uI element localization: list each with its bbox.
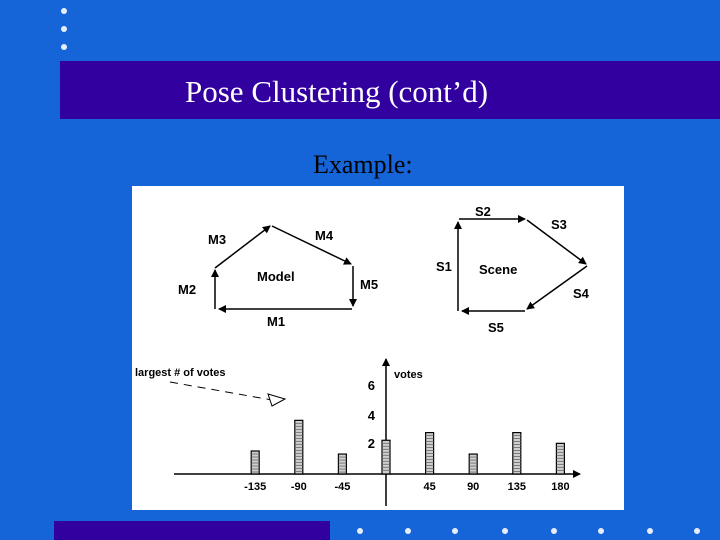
x-tick-label: 90 (467, 481, 480, 493)
bullet-dot (61, 44, 67, 50)
y-tick-labels (368, 378, 376, 451)
x-tick-label: 180 (551, 481, 570, 493)
figure-svg (132, 186, 624, 510)
x-tick-label: -135 (244, 481, 267, 493)
annotation-text: largest # of votes (135, 367, 226, 379)
scene-point-label: S2 (475, 204, 491, 219)
annotation-arrowhead (268, 394, 285, 406)
slide-subtitle: Example: (313, 150, 413, 179)
x-tick-label: -45 (334, 481, 351, 493)
scene-label: Scene (479, 262, 518, 277)
bars (251, 420, 564, 474)
bullet-dot (357, 528, 363, 534)
bottom-bar (54, 521, 330, 540)
model-point-label: M1 (267, 314, 286, 329)
model-point-label: M5 (360, 277, 379, 292)
y-tick-label: 2 (367, 436, 375, 451)
model-label: Model (257, 269, 295, 284)
bullet-dot (452, 528, 458, 534)
y-tick-label: 4 (367, 408, 375, 423)
y-tick-label: 6 (367, 378, 375, 393)
bullet-dot (598, 528, 604, 534)
scene-point-label: S5 (488, 320, 504, 335)
model-point-label: M2 (178, 282, 197, 297)
vote-bar (251, 451, 259, 474)
model-point-label: M4 (315, 228, 334, 243)
x-tick-labels (244, 481, 569, 493)
model-point-label: M3 (208, 232, 227, 247)
x-tick-label: 135 (507, 481, 526, 493)
annotation-leader (170, 382, 272, 400)
bullet-dot (61, 8, 67, 14)
x-tick-label: -90 (290, 481, 307, 493)
vote-bar (382, 440, 390, 474)
scene-point-label: S1 (436, 259, 452, 274)
y-axis-label: votes (394, 369, 423, 381)
slide-title: Pose Clustering (cont’d) (185, 74, 489, 109)
top-bullet-decoration (61, 8, 67, 62)
model-edge (272, 226, 351, 264)
scene-point-label: S4 (573, 286, 589, 301)
bullet-dot (405, 528, 411, 534)
bullet-dot (61, 26, 67, 32)
votes-chart (135, 359, 580, 506)
bullet-dot (647, 528, 653, 534)
bullet-dot (551, 528, 557, 534)
bullet-dot (502, 528, 508, 534)
scene-diagram (436, 204, 590, 335)
x-tick-label: 45 (423, 481, 436, 493)
example-figure (132, 186, 624, 510)
model-diagram (178, 226, 378, 329)
scene-point-label: S3 (551, 217, 567, 232)
title-bar (60, 61, 720, 119)
bullet-dot (694, 528, 700, 534)
